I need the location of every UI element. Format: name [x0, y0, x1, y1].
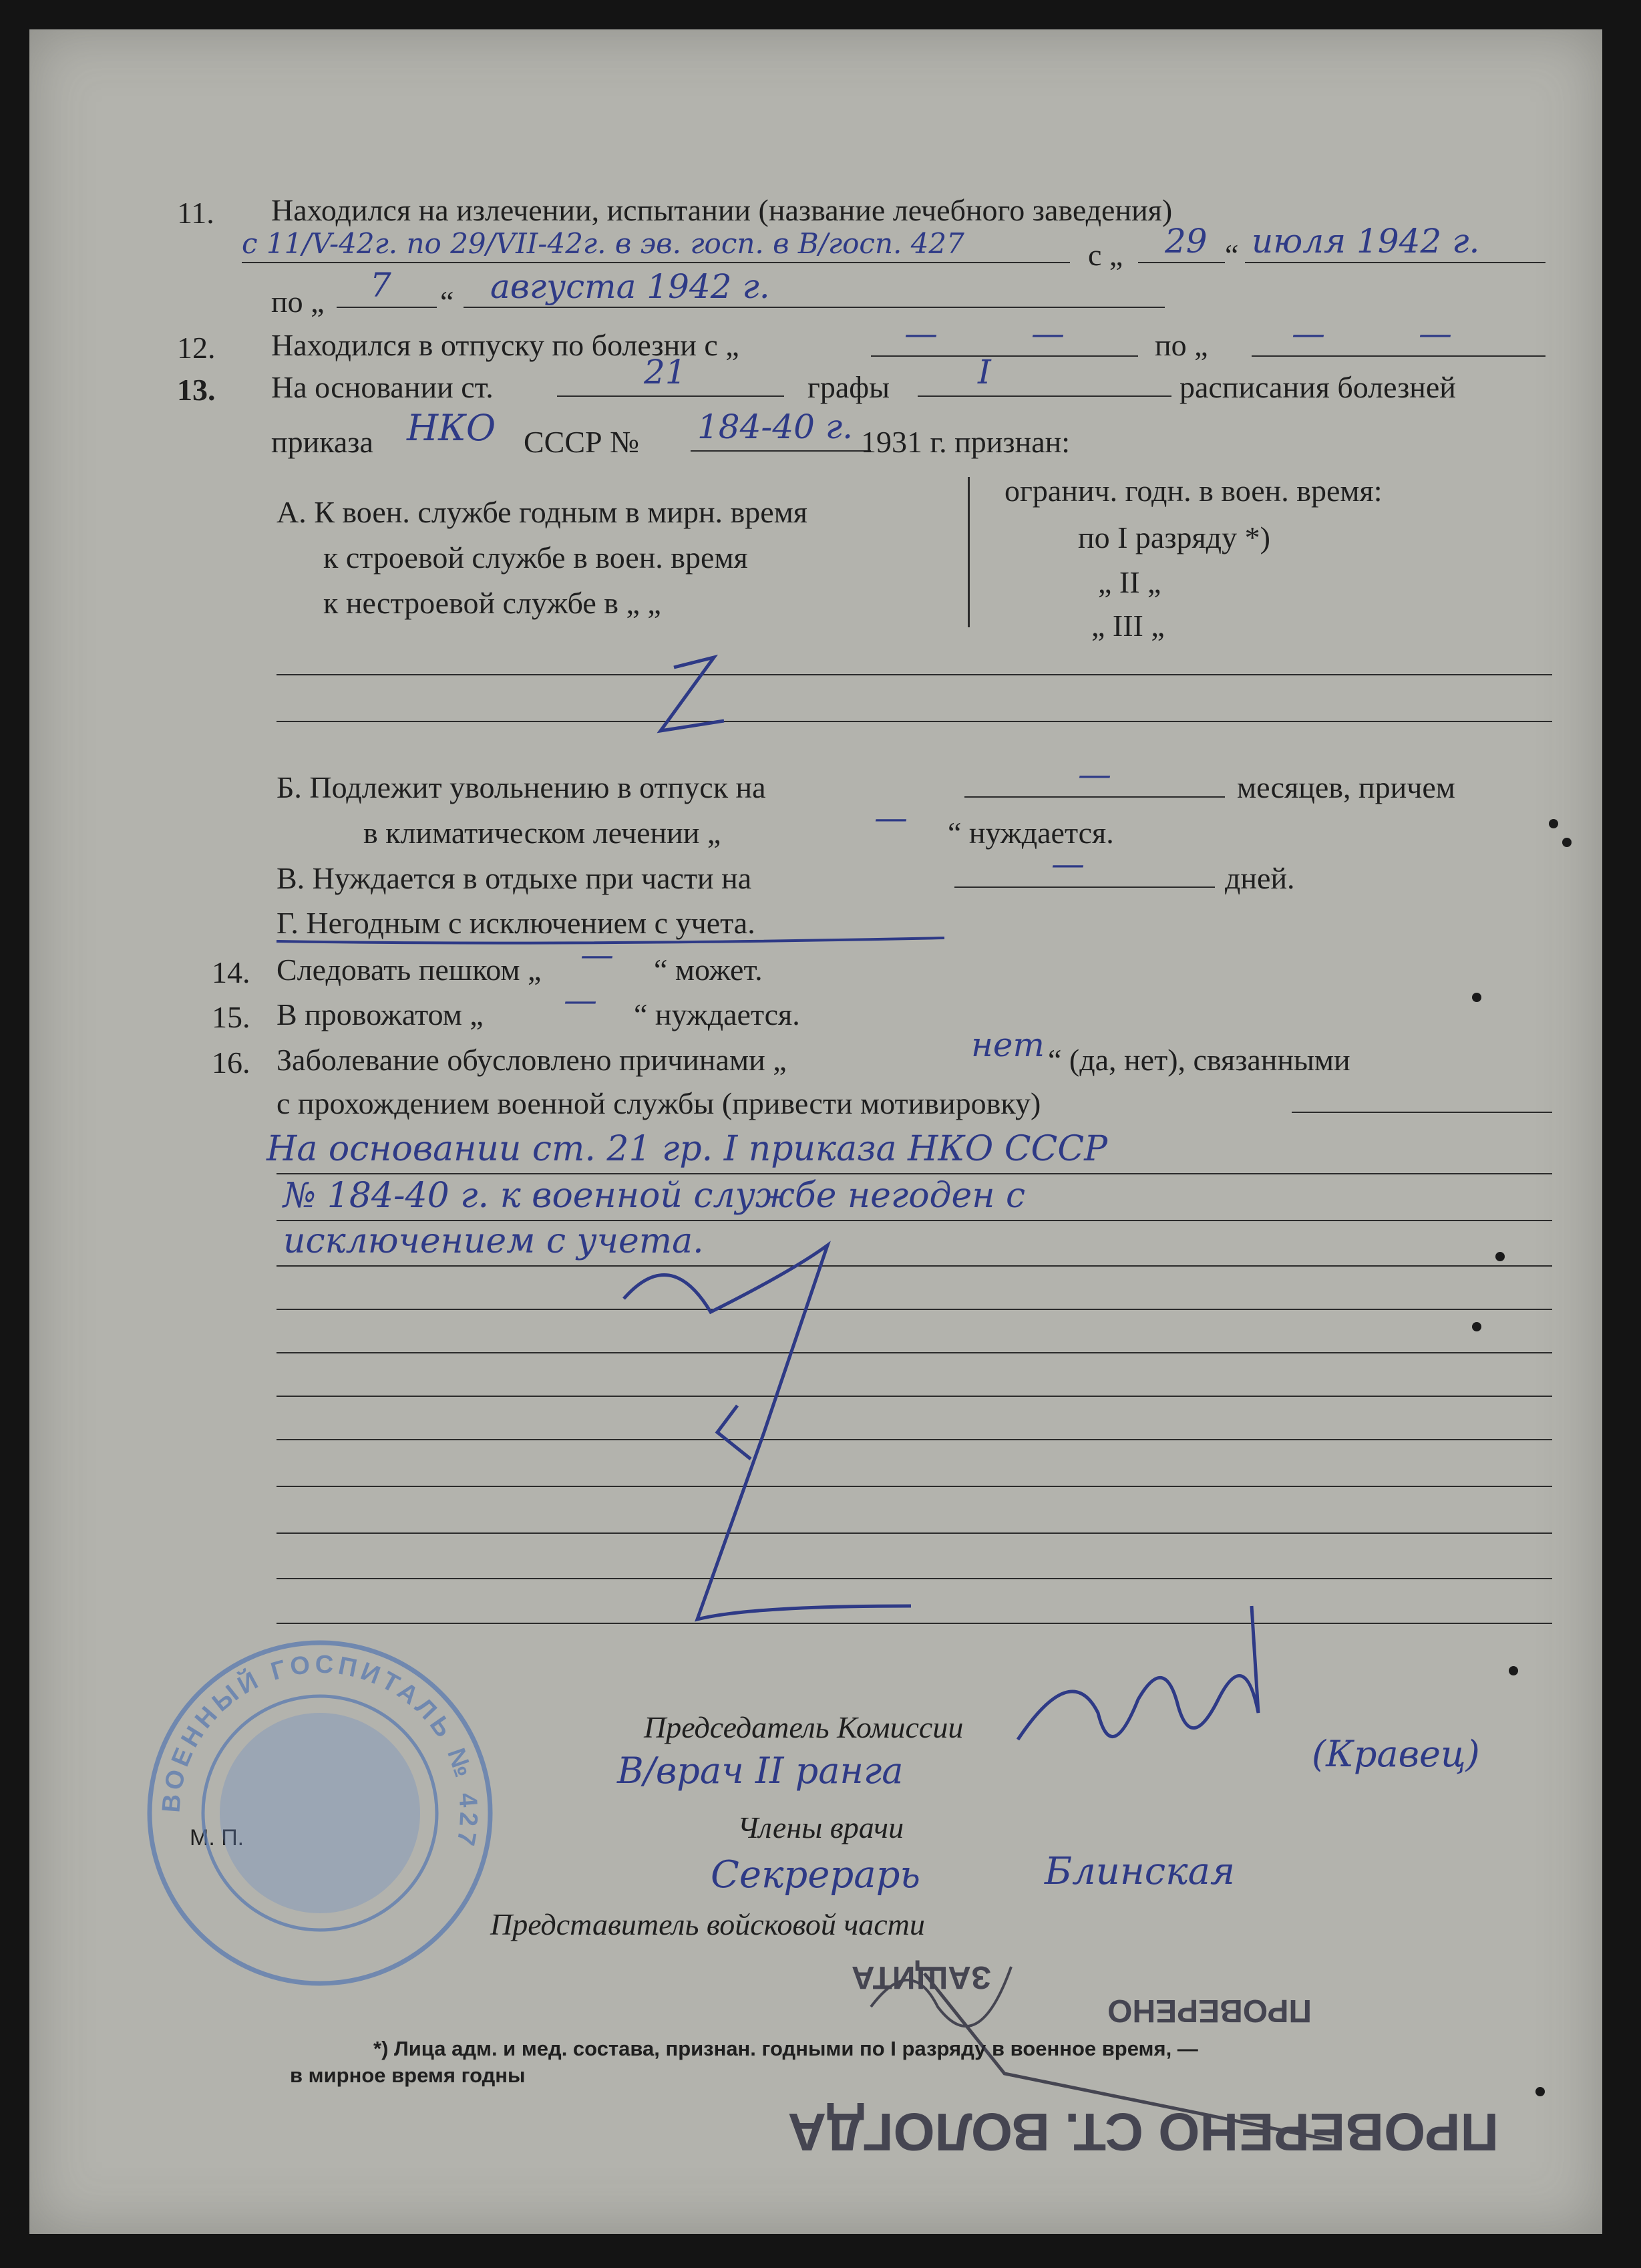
quote: “: [1225, 238, 1239, 272]
item-number-13: 13.: [177, 373, 216, 407]
hand-reason-2: № 184-40 г. к военной службе негоден с: [283, 1176, 1026, 1216]
punch-hole: [1495, 1252, 1505, 1261]
strike-mark-icon: [624, 1245, 911, 1619]
hand-member-1: Секрерарь: [711, 1853, 920, 1897]
punch-hole: [1535, 2087, 1545, 2096]
section-v-2: дней.: [1225, 861, 1295, 895]
fitness-a1: А. К воен. службе годным в мирн. время: [277, 495, 807, 529]
fitness-r4: „ III „: [1091, 609, 1165, 643]
fitness-a2: к строевой службе в воен. время: [323, 540, 748, 575]
item-number-12: 12.: [177, 331, 216, 365]
footnote-line-2: в мирное время годны: [290, 2064, 526, 2087]
strike-mark-icon: [717, 1406, 751, 1459]
fitness-r1: огранич. годн. в воен. время:: [1005, 474, 1383, 508]
fitness-r3: „ II „: [1098, 565, 1161, 599]
hand-chair-title: В/врач II ранга: [617, 1750, 904, 1792]
stamp-text-1: ПРОВЕРЕНО СТ. ВОЛОГДА: [787, 2102, 1499, 2162]
hand-dash: —: [580, 935, 614, 974]
hand-dash: —: [874, 798, 908, 837]
hand-column: I: [978, 353, 991, 391]
round-seal-icon: [150, 1643, 490, 1983]
item-11-text: Находился на излечении, испытании (название лечебного заведения): [271, 193, 1173, 227]
punch-hole: [1562, 838, 1572, 847]
signature-icon: [1018, 1606, 1258, 1740]
hand-month1: июля 1942 г.: [1252, 222, 1480, 261]
punch-hole: [1549, 819, 1558, 828]
section-b-2: месяцев, причем: [1237, 770, 1455, 804]
stamp-text-3: ПРОВЕРЕНО: [1107, 1993, 1312, 2028]
section-v-1: В. Нуждается в отдыхе при части на: [277, 861, 752, 895]
label-from: с „: [1088, 238, 1123, 272]
item-15-b: “ нуждается.: [634, 997, 800, 1031]
strike-mark-icon: [661, 657, 724, 731]
section-g: Г. Негодным с исключением с учета.: [277, 906, 755, 940]
item-16-a: Заболевание обусловлено причинами „: [277, 1043, 787, 1077]
hand-dash: —: [1419, 314, 1452, 353]
punch-hole: [1509, 1666, 1518, 1675]
quote: “: [440, 285, 454, 319]
seal-text: ВОЕННЫЙ ГОСПИТАЛЬ № 427: [157, 1650, 483, 1852]
hand-day1: 29: [1165, 222, 1208, 261]
hand-dash: —: [1292, 314, 1325, 353]
fitness-r2: по I разряду *): [1078, 520, 1270, 554]
item-number-15: 15.: [212, 1000, 250, 1034]
item-16-c: с прохождением военной службы (привести мотивировку): [277, 1086, 1041, 1120]
members-label: Члены врачи: [737, 1810, 904, 1844]
ink-overlay: [29, 29, 1602, 2234]
footnote-line-1: *) Лица адм. и мед. состава, признан. годными по I разряду в военное время, —: [373, 2037, 1198, 2060]
item-13-d: приказа: [271, 425, 373, 459]
label-to: по „: [271, 285, 325, 319]
hand-reason-3: исключением с учета.: [283, 1221, 704, 1261]
item-14-b: “ может.: [654, 953, 763, 987]
hand-no: нет: [971, 1025, 1045, 1064]
item-13-e: СССР №: [524, 425, 640, 459]
hand-treatment-place: с 11/V-42г. по 29/VII-42г. в эв. госп. в В/госп. 427: [242, 227, 964, 260]
seal-place-label: М. П.: [190, 1825, 244, 1850]
punch-hole: [1472, 1322, 1481, 1331]
hand-day2: 7: [370, 266, 391, 305]
section-b-3: в климатическом лечении „: [363, 816, 721, 850]
stamp-text-2: ЗАЩИТА: [851, 1959, 991, 1995]
item-number-11: 11.: [177, 196, 214, 230]
item-13-a: На основании ст.: [271, 370, 494, 404]
document-sheet: [29, 29, 1602, 2234]
item-number-16: 16.: [212, 1045, 250, 1080]
item-13-c: расписания болезней: [1179, 370, 1456, 404]
hand-dash: —: [1078, 755, 1111, 794]
hand-order-number: 184-40 г.: [697, 408, 854, 446]
item-14-a: Следовать пешком „: [277, 953, 542, 987]
item-16-b: “ (да, нет), связанными: [1048, 1043, 1350, 1077]
item-15-a: В провожатом „: [277, 997, 484, 1031]
hand-chair-name: (Кравец): [1312, 1733, 1480, 1775]
item-number-14: 14.: [212, 955, 250, 989]
hand-nko: НКО: [407, 407, 496, 449]
hand-month2: августа 1942 г.: [490, 267, 770, 306]
section-b-1: Б. Подлежит увольнению в отпуск на: [277, 770, 766, 804]
underline-stroke: [277, 938, 944, 943]
rect-stamp-icon: [787, 1959, 1499, 2162]
item-13-b: графы: [807, 370, 890, 404]
section-b-4: “ нуждается.: [948, 816, 1114, 850]
item-12-to: по „: [1155, 328, 1208, 362]
hand-dash: —: [1031, 314, 1065, 353]
hand-dash: —: [1051, 844, 1085, 883]
punch-hole: [1472, 993, 1481, 1002]
hand-member-2: Блинская: [1045, 1850, 1236, 1893]
fitness-a3: к нестроевой службе в „ „: [323, 586, 661, 620]
chair-label: Председатель Комиссии: [644, 1710, 964, 1744]
item-13-f: 1931 г. признан:: [861, 425, 1071, 459]
item-12-text: Находился в отпуску по болезни с „: [271, 328, 739, 362]
hand-reason-1: На основании ст. 21 гр. I приказа НКО СССР: [266, 1129, 1108, 1169]
hand-dash: —: [904, 314, 938, 353]
hand-article: 21: [644, 353, 687, 391]
rep-label: Представитель войсковой части: [490, 1907, 925, 1941]
hand-dash: —: [564, 981, 597, 1019]
